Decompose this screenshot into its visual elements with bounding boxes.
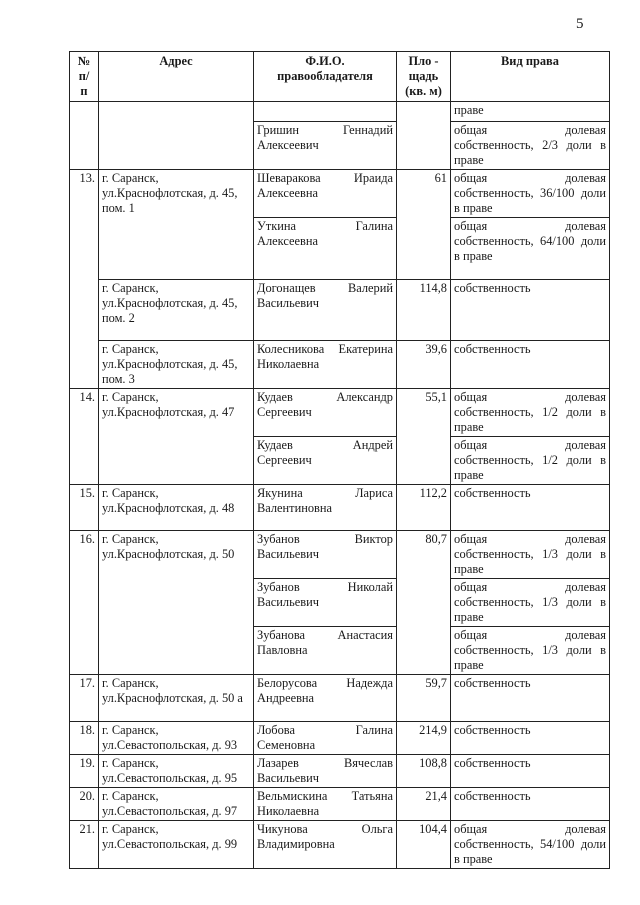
table-row [70, 722, 610, 755]
row-area: 21,4 [397, 788, 451, 821]
row-right: праве [451, 102, 610, 122]
row-area: 104,4 [397, 821, 451, 869]
row-num: 19. [70, 755, 99, 788]
row-right: общая долевая собственность, 1/3 доли в праве [451, 531, 610, 579]
row-owner: Зубанов Николай Васильевич [254, 579, 397, 627]
row-owner: Гришин Геннадий Алексеевич [254, 122, 397, 170]
row-num [70, 102, 99, 170]
table-row [70, 531, 610, 579]
row-right: общая долевая собственность, 1/2 доли в праве [451, 437, 610, 485]
row-area: 108,8 [397, 755, 451, 788]
row-owner: Вельмискина Татьяна Николаевна [254, 788, 397, 821]
row-address: г. Саранск, ул.Краснофлотская, д. 45, пом. 3 [99, 341, 254, 389]
row-address: г. Саранск, ул.Краснофлотская, д. 45, пом. 2 [99, 280, 254, 341]
row-owner: Кудаев Андрей Сергеевич [254, 437, 397, 485]
row-address: г. Саранск, ул.Краснофлотская, д. 50 [99, 531, 254, 675]
row-address: г. Саранск, ул.Краснофлотская, д. 50 а [99, 675, 254, 722]
row-owner: Кудаев Александр Сергеевич [254, 389, 397, 437]
row-area: 112,2 [397, 485, 451, 531]
row-owner: Догонащев Валерий Васильевич [254, 280, 397, 341]
header-num: № п/ п [70, 52, 99, 102]
row-owner: Белорусова Надежда Андреевна [254, 675, 397, 722]
row-area [397, 102, 451, 170]
table-row [70, 755, 610, 788]
row-area: 61 [397, 170, 451, 280]
row-address: г. Саранск, ул.Севастопольская, д. 97 [99, 788, 254, 821]
row-right: собственность [451, 485, 610, 531]
row-area: 214,9 [397, 722, 451, 755]
row-num: 16. [70, 531, 99, 675]
page-number: 5 [576, 16, 584, 32]
row-address [99, 102, 254, 170]
row-owner: Чикунова Ольга Владимировна [254, 821, 397, 869]
table-row [70, 788, 610, 821]
row-address: г. Саранск, ул.Краснофлотская, д. 45, пом. 1 [99, 170, 254, 280]
table-header-row [70, 52, 610, 102]
row-owner: Лобова Галина Семеновна [254, 722, 397, 755]
header-address: Адрес [99, 52, 254, 102]
table-row [70, 675, 610, 722]
row-num: 17. [70, 675, 99, 722]
row-owner: Зубанов Виктор Васильевич [254, 531, 397, 579]
row-right: общая долевая собственность, 1/3 доли в праве [451, 579, 610, 627]
row-owner: Зубанова Анастасия Павловна [254, 627, 397, 675]
row-right: общая долевая собственность, 1/3 доли в праве [451, 627, 610, 675]
row-right: общая долевая собственность, 54/100 доли в праве [451, 821, 610, 869]
row-num: 14. [70, 389, 99, 485]
header-right: Вид права [451, 52, 610, 102]
row-right: общая долевая собственность, 2/3 доли в праве [451, 122, 610, 170]
table-row [70, 821, 610, 869]
row-right: собственность [451, 675, 610, 722]
row-num: 21. [70, 821, 99, 869]
row-num: 15. [70, 485, 99, 531]
row-right: собственность [451, 280, 610, 341]
table-row [70, 485, 610, 531]
row-address: г. Саранск, ул.Севастопольская, д. 93 [99, 722, 254, 755]
row-right: общая долевая собственность, 36/100 доли в праве [451, 170, 610, 218]
table-row [70, 341, 610, 389]
row-area: 59,7 [397, 675, 451, 722]
row-owner: Колесникова Екатерина Николаевна [254, 341, 397, 389]
row-right: собственность [451, 722, 610, 755]
row-owner: Лазарев Вячеслав Васильевич [254, 755, 397, 788]
row-right: общая долевая собственность, 1/2 доли в праве [451, 389, 610, 437]
row-num: 20. [70, 788, 99, 821]
row-address: г. Саранск, ул.Краснофлотская, д. 48 [99, 485, 254, 531]
row-address: г. Саранск, ул.Севастопольская, д. 95 [99, 755, 254, 788]
row-owner: Якунина Лариса Валентиновна [254, 485, 397, 531]
row-right: собственность [451, 341, 610, 389]
row-num: 13. [70, 170, 99, 389]
row-address: г. Саранск, ул.Краснофлотская, д. 47 [99, 389, 254, 485]
row-address: г. Саранск, ул.Севастопольская, д. 99 [99, 821, 254, 869]
table-row [70, 280, 610, 341]
property-registry-table [69, 51, 610, 869]
row-area: 39,6 [397, 341, 451, 389]
row-area: 55,1 [397, 389, 451, 485]
table-row [70, 102, 610, 122]
row-owner [254, 102, 397, 122]
row-right: собственность [451, 788, 610, 821]
table-row [70, 170, 610, 218]
row-right: общая долевая собственность, 64/100 доли в праве [451, 218, 610, 280]
header-area: Пло - щадь (кв. м) [397, 52, 451, 102]
row-area: 80,7 [397, 531, 451, 675]
row-num: 18. [70, 722, 99, 755]
row-area: 114,8 [397, 280, 451, 341]
row-right: собственность [451, 755, 610, 788]
header-owner: Ф.И.О. правообладателя [254, 52, 397, 102]
row-owner: Шеваракова Ираида Алексеевна [254, 170, 397, 218]
row-owner: Уткина Галина Алексеевна [254, 218, 397, 280]
table-row [70, 389, 610, 437]
